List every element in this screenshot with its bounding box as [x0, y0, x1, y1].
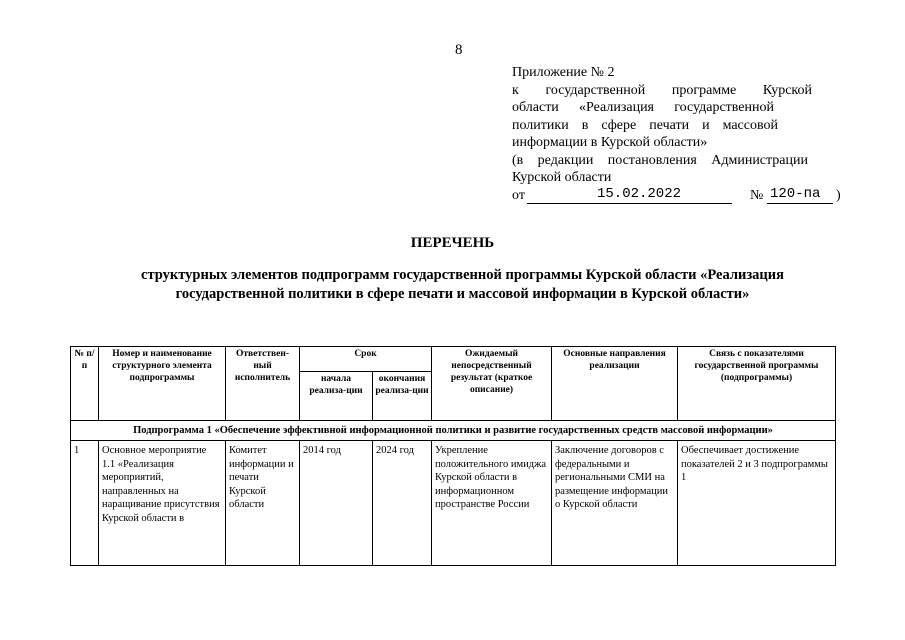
header-link: Связь с показателями государственной программы (подпрограммы) [678, 347, 836, 421]
subtitle-line-1: структурных элементов подпрограмм государственной программы Курской области «Реализация [141, 267, 784, 283]
header-end: окончания реализа-ции [373, 372, 432, 421]
appendix-line-5: информации в Курской области» [512, 135, 708, 150]
appendix-line-6: (в редакции постановления Администрации [512, 152, 808, 168]
document-title: ПЕРЕЧЕНЬ [410, 235, 495, 251]
subprogram-row: Подпрограмма 1 «Обеспечение эффективной информационной политики и развитие государственных средств массовой информации» [71, 421, 836, 441]
header-result: Ожидаемый непосредственный результат (краткое описание) [432, 347, 552, 421]
appendix-line-3: области «Реализация государственной [512, 100, 774, 115]
header-name: Номер и наименование структурного элемента подпрограммы [99, 347, 226, 421]
appendix-line-2: к государственной программе Курской [512, 82, 812, 98]
cell-num: 1 [71, 441, 99, 566]
document-subtitle [110, 266, 815, 304]
cell-start: 2014 год [300, 441, 373, 566]
appendix-block [512, 64, 841, 205]
close-paren: ) [836, 187, 841, 203]
structural-elements-table [70, 346, 836, 566]
from-label: от [512, 187, 525, 203]
decree-date: 15.02.2022 [597, 185, 682, 202]
appendix-line-4: политики в сфере печати и массовой [512, 117, 778, 133]
cell-executor: Комитет информации и печати Курской области [226, 441, 300, 566]
page-number: 8 [455, 42, 463, 58]
appendix-line-1: Приложение № 2 [512, 65, 615, 80]
cell-link: Обеспечивает достижение показателей 2 и 3 подпрограммы 1 [678, 441, 836, 566]
decree-number: 120-па [770, 185, 821, 202]
cell-name: Основное мероприятие 1.1 «Реализация мероприятий, направленных на наращивание присутствия Курской области в [99, 441, 226, 566]
subtitle-line-2: государственной политики в сфере печати и массовой информации в Курской области» [175, 286, 750, 302]
appendix-line-7: Курской области [512, 170, 612, 185]
cell-result: Укрепление положительного имиджа Курской области в информационном пространстве России [432, 441, 552, 566]
cell-directions: Заключение договоров с федеральными и региональными СМИ на размещение информации о Курской области [552, 441, 678, 566]
number-label: № [750, 187, 764, 203]
table-row [71, 441, 836, 566]
header-start: начала реализа-ции [300, 372, 373, 421]
cell-end: 2024 год [373, 441, 432, 566]
header-term: Срок [300, 347, 432, 372]
header-executor: Ответствен-ный исполнитель [226, 347, 300, 421]
header-num: № п/п [71, 347, 99, 421]
header-directions: Основные направления реализации [552, 347, 678, 421]
decree-reference [512, 185, 841, 205]
